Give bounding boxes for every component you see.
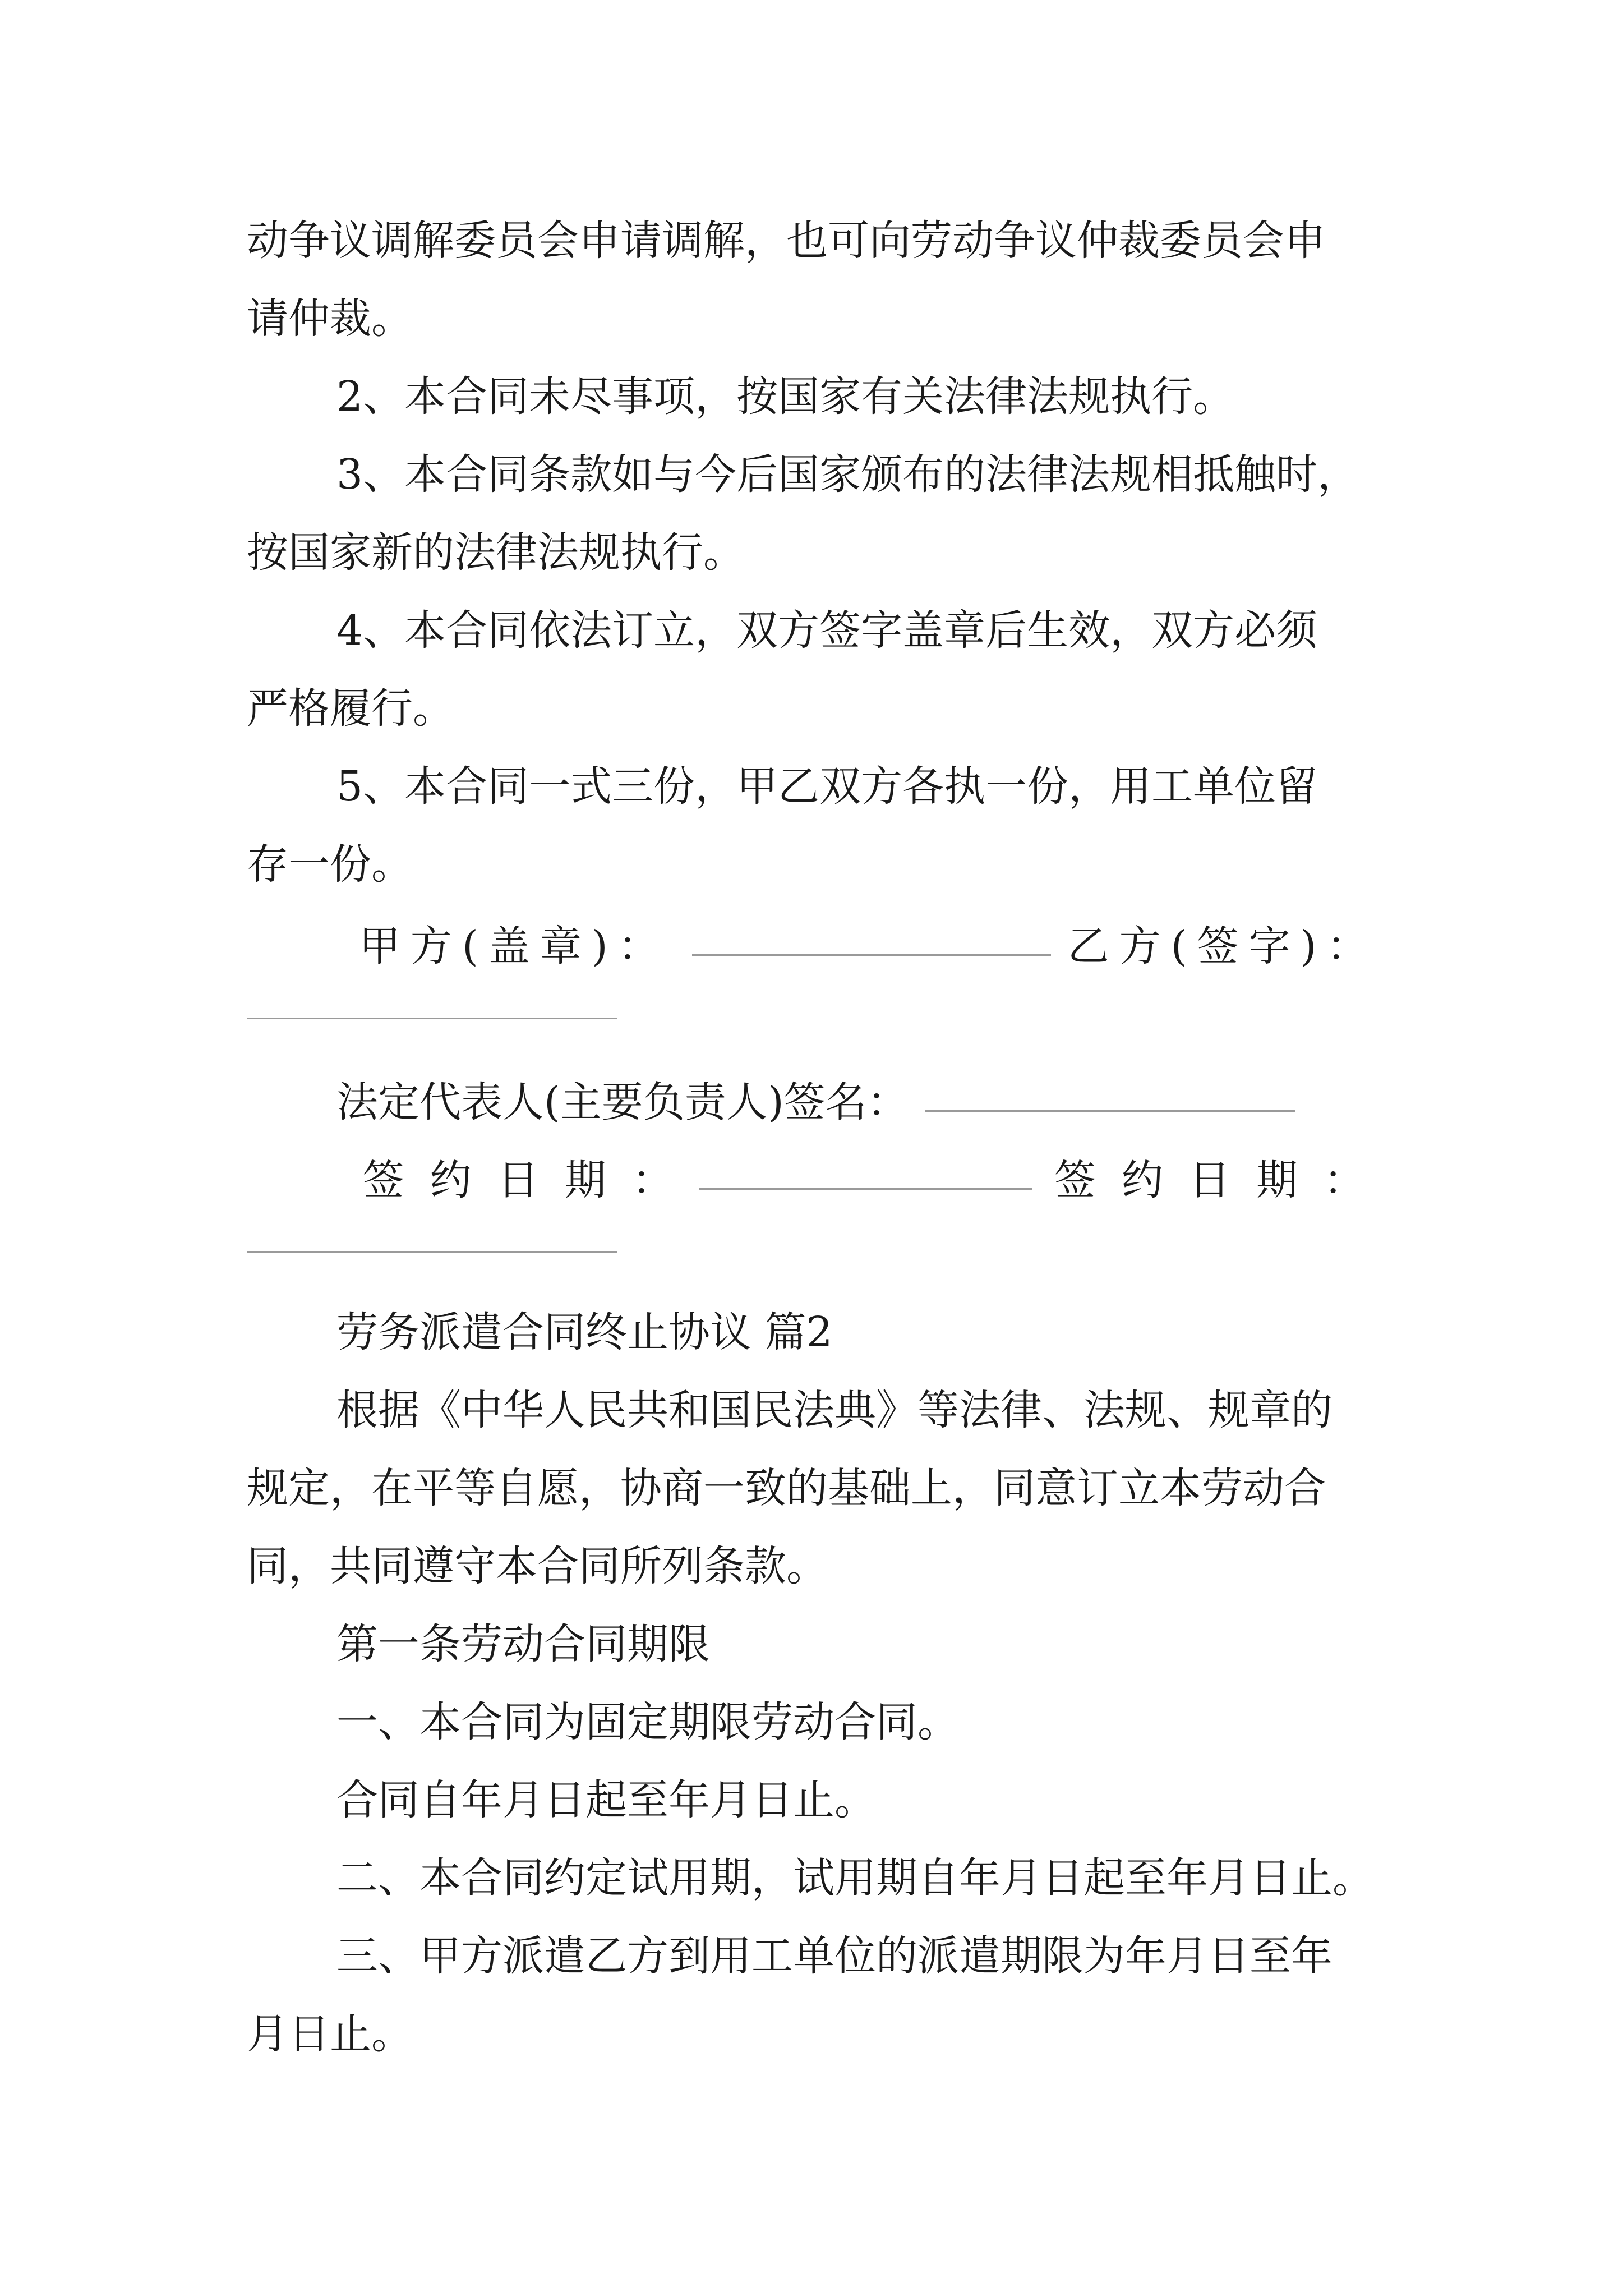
article-1-item-3-line-1: 三、甲方派遣乙方到用工单位的派遣期限为年月日至年 <box>336 1932 1332 1980</box>
article-1-item-2: 二、本合同约定试用期，试用期自年月日起至年月日止。 <box>336 1854 1374 1902</box>
clause-4-line-1: 4、本合同依法订立，双方签字盖章后生效，双方必须 <box>336 606 1318 655</box>
clause-5-line-2: 存一份。 <box>247 840 413 889</box>
preamble-line-1: 根据《中华人民共和国民法典》等法律、法规、规章的 <box>336 1386 1332 1434</box>
preamble-line-2: 规定，在平等自愿，协商一致的基础上，同意订立本劳动合 <box>247 1464 1326 1512</box>
party-a-signature-blank[interactable] <box>692 952 1051 956</box>
party-b-signature-line <box>247 982 1391 1060</box>
sign-date-b-line <box>247 1216 1391 1294</box>
article-1-title: 第一条劳动合同期限 <box>336 1620 710 1668</box>
clause-3-line-1: 3、本合同条款如与今后国家颁布的法律法规相抵触时， <box>336 450 1359 499</box>
article-1-item-1: 一、本合同为固定期限劳动合同。 <box>336 1698 959 1746</box>
party-a-label: 甲方(盖章)： <box>359 922 670 970</box>
party-b-signature-blank[interactable] <box>247 1015 617 1019</box>
legal-rep-row <box>247 1060 1391 1138</box>
section-title: 劳务派遣合同终止协议 篇2 <box>336 1308 833 1356</box>
paragraph-line: 请仲裁。 <box>247 295 413 343</box>
sign-date-label-a: 签约日期： <box>362 1156 699 1204</box>
article-1-item-1-detail: 合同自年月日起至年月日止。 <box>336 1776 876 1824</box>
preamble-line-3: 同，共同遵守本合同所列条款。 <box>247 1542 828 1590</box>
sign-date-row <box>247 1138 1391 1216</box>
sign-date-b-blank[interactable] <box>247 1249 617 1253</box>
clause-2: 2、本合同未尽事项，按国家有关法律法规执行。 <box>336 372 1235 421</box>
party-b-label: 乙方(签字)： <box>1067 922 1378 970</box>
paragraph-line: 动争议调解委员会申请调解，也可向劳动争议仲裁委员会申 <box>247 217 1326 265</box>
party-signature-row <box>247 904 1391 982</box>
clause-4-line-2: 严格履行。 <box>247 684 454 733</box>
clause-3-line-2: 按国家新的法律法规执行。 <box>247 528 745 577</box>
clause-5-line-1: 5、本合同一式三份，甲乙双方各执一份，用工单位留 <box>336 762 1318 811</box>
legal-rep-label: 法定代表人(主要负责人)签名： <box>336 1078 909 1126</box>
sign-date-a-blank[interactable] <box>699 1186 1032 1190</box>
article-1-item-3-line-2: 月日止。 <box>247 2010 413 2058</box>
sign-date-label-b: 签约日期： <box>1054 1156 1391 1204</box>
legal-rep-signature-blank[interactable] <box>925 1108 1295 1112</box>
document-body <box>247 202 1391 2073</box>
